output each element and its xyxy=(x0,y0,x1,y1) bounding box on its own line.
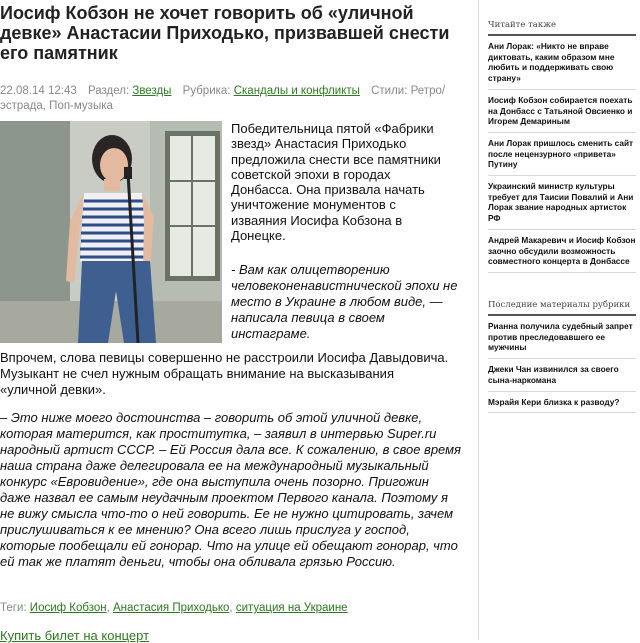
buy-ticket-link[interactable]: Купить билет на концерт xyxy=(0,628,150,643)
tag-link-prikhodko[interactable]: Анастасия Приходько xyxy=(113,602,230,614)
article-meta xyxy=(0,84,455,114)
article-quote: - Вам как олицетворению человеконенавистнической эпохи не место в Украине в любом виде, — написала певица в своем инстаграме. xyxy=(231,262,458,341)
article-tags xyxy=(0,602,470,614)
article-title: Иосиф Кобзон не хочет говорить об «уличной девке» Анастасии Приходько, призвавшей снести его памятник xyxy=(0,3,450,63)
article-date: 22.08.14 12:43 xyxy=(0,85,77,97)
latest-block xyxy=(488,300,636,413)
singer-photo-illustration xyxy=(0,121,222,343)
section-link[interactable]: Звезды xyxy=(132,85,172,97)
also-read-list xyxy=(488,36,636,273)
rubric-link[interactable]: Скандалы и конфликты xyxy=(233,85,360,97)
also-read-item[interactable]: Ани Лорак: «Никто не вправе диктовать, каким образом мне любить и поддерживать свою страну» xyxy=(488,36,636,90)
also-read-item[interactable]: Иосиф Кобзон собирается поехать на Донбасс с Татьяной Овсиенко и Игорем Демариным xyxy=(488,90,636,133)
tags-label: Теги: xyxy=(0,602,27,614)
also-read-title: Читайте также xyxy=(488,20,636,36)
article-paragraph-2: Впрочем, слова певицы совершенно не расстроили Иосифа Давыдовича. Музыкант не счел нужным обращать внимание на высказывания «уличной девки». xyxy=(0,350,449,397)
tag-link-kobzon[interactable]: Иосиф Кобзон xyxy=(29,602,107,614)
also-read-item[interactable]: Украинский министр культуры требует для Таисии Повалий и Ани Лорак звание народных артисток РФ xyxy=(488,176,636,230)
tag-separator: , xyxy=(229,602,233,614)
styles-label: Стили: xyxy=(371,85,408,97)
also-read-block xyxy=(488,20,636,273)
latest-title: Последние материалы рубрики xyxy=(488,300,636,316)
latest-list xyxy=(488,316,636,413)
latest-item[interactable]: Джеки Чан извинился за своего сына-наркомана xyxy=(488,359,636,391)
tag-link-ukraine[interactable]: ситуация на Украине xyxy=(235,602,348,614)
column-divider xyxy=(478,0,479,640)
article-paragraph-3: – Это ниже моего достоинства – говорить об этой уличной девке, которая матерится, как проститутка, – заявил в интервью Super.ru народный артист СССР. – Ей Россия дала все. К сожалению, в свое время наша страна даже делегировала ее на международный музыкальный конкурс «Евровидение», где она выступила очень позорно. Пригожин даже назвал ее самым неудачным проектом Первого канала. Поэтому я не вижу смысла что-то о ней говорить. Ее не нужно цитировать, зачем прислушиваться к ее мнению? Она всего лишь прислуга у господ, которые пообещали ей гонорар. Что на улице ей обещают гонорар, что ей так же платят деньги, чтобы она обливала грязью Россию. xyxy=(0,410,461,569)
article-photo xyxy=(0,121,222,343)
rubric-label: Рубрика: xyxy=(182,85,231,97)
also-read-item[interactable]: Ани Лорак пришлось сменить сайт после нецензурного «привета» Путину xyxy=(488,133,636,176)
also-read-item[interactable]: Андрей Макаревич и Иосиф Кобзон заочно обсудили возможность совместного концерта в Донбассе xyxy=(488,230,636,273)
styles-value: Ретро/эстрада, Поп-музыка xyxy=(0,85,446,112)
tag-separator: , xyxy=(106,602,110,614)
latest-item[interactable]: Мэрайя Кери близка к разводу? xyxy=(488,392,636,414)
section-label: Раздел: xyxy=(87,85,130,97)
latest-item[interactable]: Рианна получила судебный запрет против преследовавшего ее мужчины xyxy=(488,316,636,359)
article-paragraph-1: Победительница пятой «Фабрики звезд» Анастасия Приходько предложила снести все памятники советской эпохи в городах Донбасса. Она призвала начать уничтожение монументов с изваяния Иосифа Кобзона в Донецке. xyxy=(231,121,441,244)
